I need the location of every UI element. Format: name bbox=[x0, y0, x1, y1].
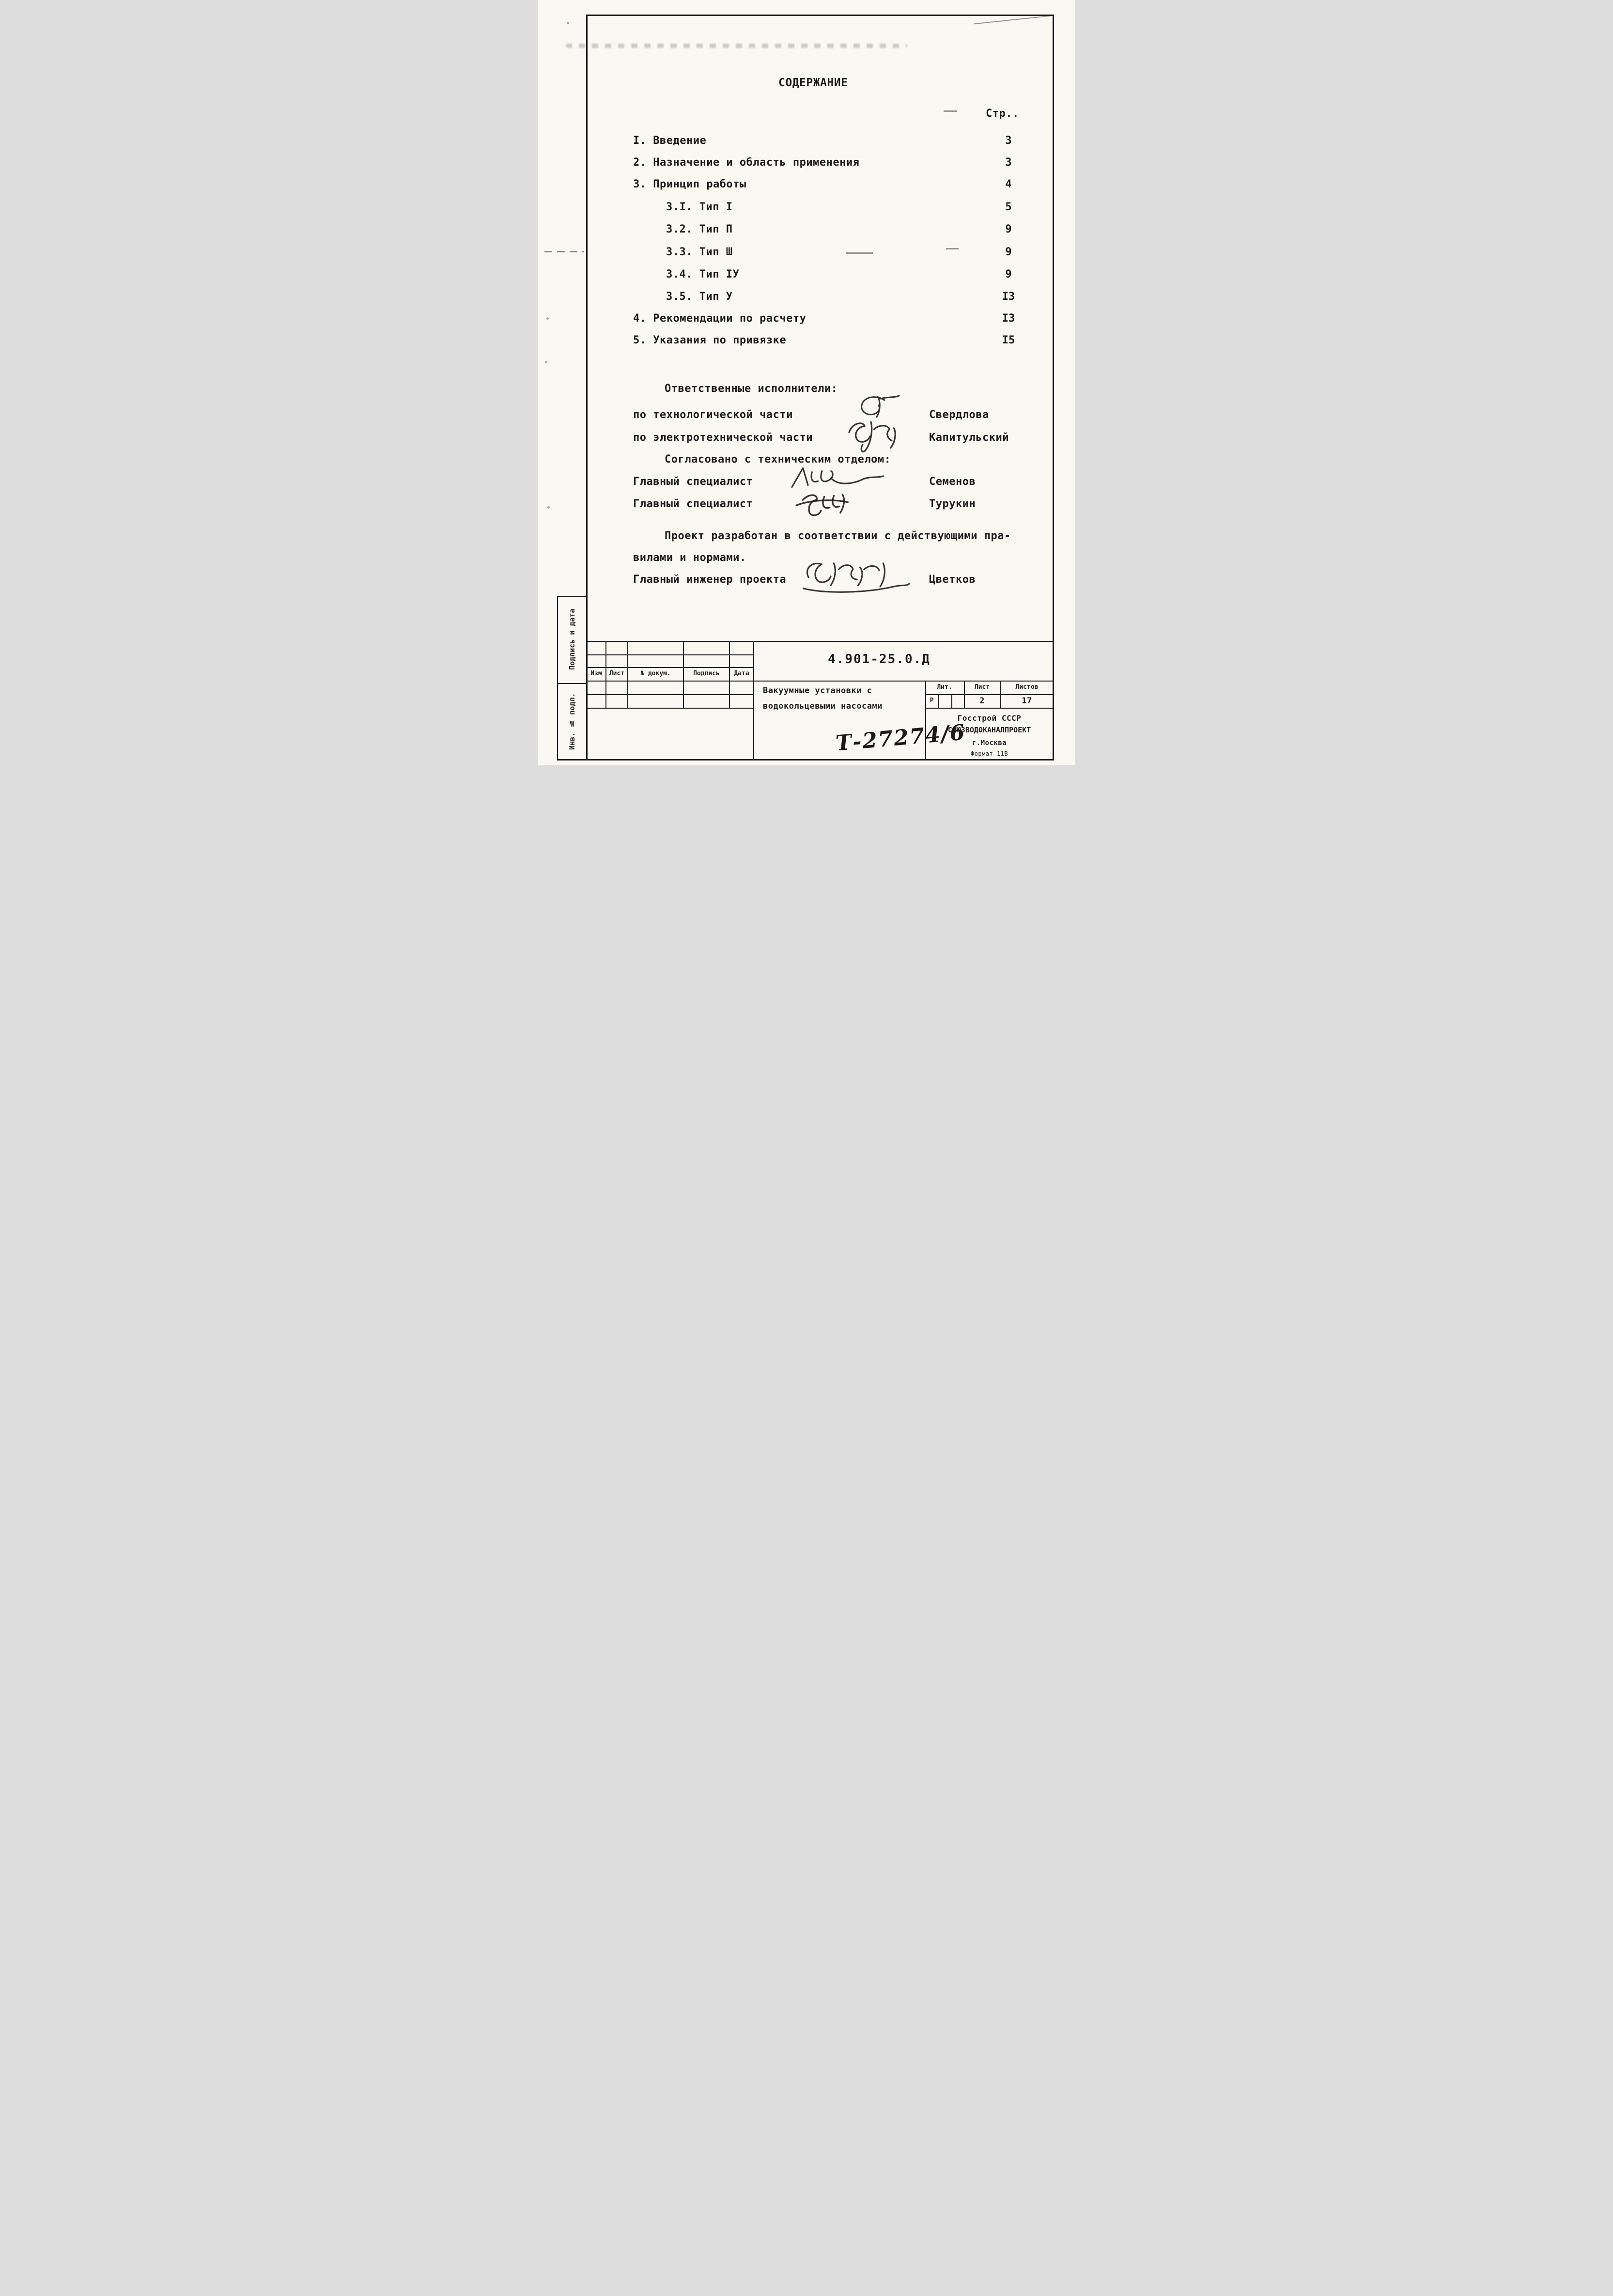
page-column-header: Стр.. bbox=[986, 108, 1019, 120]
scan-speck bbox=[567, 22, 569, 24]
kapitulsky-signature bbox=[842, 418, 915, 455]
toc-row bbox=[633, 291, 1044, 305]
rev-header-data: Дата bbox=[734, 670, 749, 677]
rev-header-podpis: Подпись bbox=[693, 670, 720, 677]
scan-artifact bbox=[544, 251, 584, 252]
toc-entry-label: 3.4. Тип IУ bbox=[666, 268, 740, 280]
stamp-line bbox=[586, 681, 1054, 682]
doc-number: 4.901-25.0.Д bbox=[828, 652, 931, 667]
signer-name: Семенов bbox=[929, 476, 976, 488]
scan-artifact bbox=[944, 110, 957, 112]
scan-speck bbox=[547, 506, 550, 509]
rev-header-dokum: № докум. bbox=[640, 670, 671, 677]
sidebar-line bbox=[557, 683, 587, 684]
page-title: СОДЕРЖАНИЕ bbox=[778, 77, 848, 89]
toc-row bbox=[633, 268, 1044, 283]
toc-entry-label: 4. Рекомендации по расчету bbox=[633, 312, 806, 325]
lit-header: Лит. bbox=[937, 683, 952, 691]
toc-entry-label: 3.2. Тип П bbox=[666, 223, 733, 235]
semenov-signature bbox=[782, 464, 889, 492]
doc-title-line-2: водокольцевыми насосами bbox=[763, 701, 883, 711]
toc-entry-label: 5. Указания по привязке bbox=[633, 334, 787, 346]
toc-entry-label: I. Введение bbox=[633, 135, 707, 147]
toc-row bbox=[633, 223, 1044, 238]
stamp-line bbox=[925, 708, 1054, 709]
toc-row bbox=[633, 201, 1044, 216]
chief-engineer-role: Главный инженер проекта bbox=[633, 574, 787, 586]
signer-role: по электротехнической части bbox=[633, 432, 813, 444]
rev-header-list: Лист bbox=[609, 670, 625, 677]
sidebar-line bbox=[557, 596, 587, 597]
sheet-header: Лист bbox=[974, 683, 990, 691]
tsvetkov-signature bbox=[793, 556, 915, 599]
frame-top bbox=[586, 15, 1054, 16]
org-line-3: г.Москва bbox=[972, 739, 1007, 747]
chief-engineer-name: Цветков bbox=[929, 574, 976, 586]
stamp-line bbox=[938, 694, 939, 708]
toc-entry-page: I3 bbox=[1002, 312, 1015, 325]
org-line-2: СОЮЗВОДОКАНАЛПРОЕКТ bbox=[947, 726, 1031, 734]
toc-entry-page: 5 bbox=[1005, 201, 1012, 213]
toc-entry-label: 3.3. Тип Ш bbox=[666, 246, 733, 258]
document-page bbox=[538, 0, 1075, 765]
org-line-1: Госстрой СССР bbox=[957, 714, 1022, 723]
toc-entry-label: 3.5. Тип У bbox=[666, 291, 733, 303]
toc-row bbox=[633, 246, 1044, 261]
frame-bottom bbox=[557, 759, 1054, 760]
lit-value: Р bbox=[930, 697, 934, 704]
toc-entry-page: I3 bbox=[1002, 291, 1015, 303]
stamp-line bbox=[925, 694, 1054, 695]
scan-speck bbox=[545, 361, 547, 363]
sverdlova-signature bbox=[847, 393, 905, 420]
stamp-line bbox=[586, 641, 1054, 642]
toc-entry-page: 4 bbox=[1005, 178, 1012, 190]
frame-left bbox=[586, 15, 588, 760]
toc-row bbox=[633, 135, 1044, 149]
format-note: Формат 11В bbox=[970, 750, 1008, 757]
sidebar-label-signature-date: Подпись и дата bbox=[568, 608, 576, 670]
toc-entry-page: 9 bbox=[1005, 268, 1012, 280]
toc-row bbox=[633, 156, 1044, 171]
signer-name: Капитульский bbox=[929, 432, 1009, 444]
sidebar-label-inventory: Инв. № подл. bbox=[568, 693, 576, 750]
note-line-1: Проект разработан в соответствии с действующими пра- bbox=[665, 530, 1011, 542]
scan-artifact bbox=[974, 16, 1051, 25]
toc-entry-page: 3 bbox=[1005, 156, 1012, 169]
toc-entry-label: 3. Принцип работы bbox=[633, 178, 746, 190]
toc-entry-page: I5 bbox=[1002, 334, 1015, 346]
signer-name: Свердлова bbox=[929, 409, 989, 421]
scan-speck bbox=[546, 317, 549, 320]
toc-entry-label: 2. Назначение и область применения bbox=[633, 156, 860, 169]
sheets-value: 17 bbox=[1022, 696, 1032, 706]
scan-smudge bbox=[566, 44, 907, 48]
rev-header-izm: Изм bbox=[590, 670, 602, 677]
toc-row bbox=[633, 312, 1044, 327]
doc-title-line-1: Вакуумные установки с bbox=[763, 686, 872, 696]
signer-role: по технологической части bbox=[633, 409, 793, 421]
toc-entry-page: 9 bbox=[1005, 223, 1012, 235]
toc-row bbox=[633, 178, 1044, 193]
signer-name: Турукин bbox=[929, 498, 976, 510]
sheets-header: Листов bbox=[1015, 683, 1039, 691]
signer-role: Главный специалист bbox=[633, 498, 753, 510]
sheet-value: 2 bbox=[979, 696, 985, 706]
toc-entry-page: 3 bbox=[1005, 135, 1012, 147]
toc-row bbox=[633, 334, 1044, 349]
signer-role: Главный специалист bbox=[633, 476, 753, 488]
responsible-heading: Ответственные исполнители: bbox=[665, 383, 838, 395]
frame-right bbox=[1053, 15, 1054, 760]
toc-entry-page: 9 bbox=[1005, 246, 1012, 258]
stamp-line bbox=[951, 694, 952, 708]
note-line-2: вилами и нормами. bbox=[633, 552, 746, 564]
turukin-signature bbox=[782, 489, 860, 519]
agreed-heading: Согласовано с техническим отделом: bbox=[665, 453, 891, 465]
toc-entry-label: 3.I. Тип I bbox=[666, 201, 733, 213]
handwritten-inventory-number: Т-27274/6 bbox=[835, 720, 967, 756]
